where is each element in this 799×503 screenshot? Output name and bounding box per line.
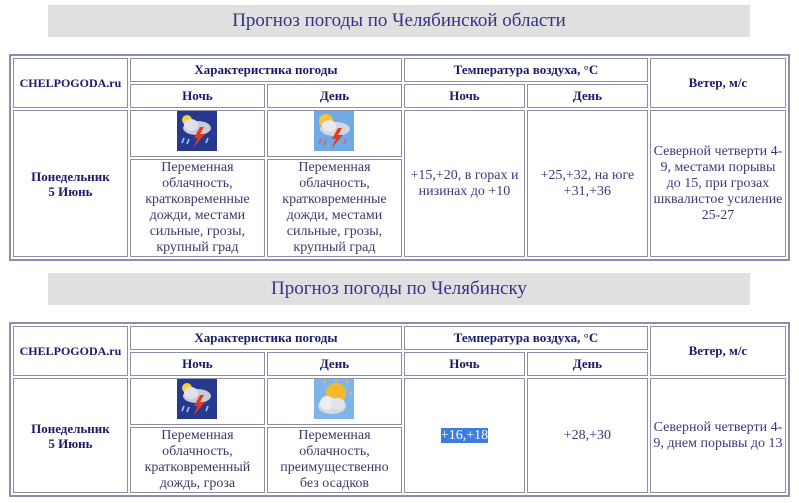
temperature-header: Температура воздуха, °C (404, 58, 648, 82)
weather-header: Характеристика погоды (130, 58, 402, 82)
day-name: Понедельник (31, 420, 110, 436)
temp-day-value: +25,+32, на юге +31,+36 (527, 110, 648, 257)
day-description: Переменная облачность, преимущественно без осадков (267, 427, 402, 493)
day-icon-cell (267, 378, 402, 425)
brand-label: CHELPOGODA.ru (13, 58, 128, 108)
temp-day-value: +28,+30 (527, 378, 648, 493)
temp-day-header: День (527, 84, 648, 108)
weather-header: Характеристика погоды (130, 326, 402, 350)
night-icon-cell (130, 110, 265, 157)
region-forecast-title: Прогноз погоды по Челябинской области (48, 5, 750, 37)
storm-rain-night-icon (177, 379, 217, 419)
city-forecast-table (9, 322, 790, 497)
temp-night-value (404, 378, 525, 493)
night-description: Переменная облачность, кратковременные дожди, местами сильные, грозы, крупный град (130, 159, 265, 257)
region-forecast-table (9, 54, 790, 261)
wind-value: Северной четверти 4-9, местами порывы до 15, при грозах шквалистое усиление 25-27 (650, 110, 786, 257)
weather-night-header: Ночь (130, 84, 265, 108)
storm-rain-day-icon (314, 111, 354, 151)
wind-value: Северной четверти 4-9, днем порывы до 13 (650, 378, 786, 493)
wind-header: Ветер, м/с (650, 58, 786, 108)
brand-label: CHELPOGODA.ru (13, 326, 128, 376)
night-description: Переменная облачность, кратковременный дождь, гроза (130, 427, 265, 493)
day-name: Понедельник (31, 168, 110, 184)
storm-rain-night-icon (177, 111, 217, 151)
weather-day-header: День (267, 84, 402, 108)
temperature-header: Температура воздуха, °C (404, 326, 648, 350)
temp-night-value: +15,+20, в горах и низинах до +10 (404, 110, 525, 257)
date-value: 5 Июнь (48, 183, 93, 199)
city-forecast-title: Прогноз погоды по Челябинску (48, 273, 750, 305)
wind-header: Ветер, м/с (650, 326, 786, 376)
temp-night-header: Ночь (404, 352, 525, 376)
day-icon-cell (267, 110, 402, 157)
selected-text[interactable]: +16,+18 (440, 427, 489, 443)
night-icon-cell (130, 378, 265, 425)
day-description: Переменная облачность, кратковременные дожди, местами сильные, грозы, крупный град (267, 159, 402, 257)
temp-night-header: Ночь (404, 84, 525, 108)
cloudy-sun-day-icon (314, 379, 354, 419)
weather-day-header: День (267, 352, 402, 376)
forecast-date (13, 378, 128, 493)
temp-day-header: День (527, 352, 648, 376)
forecast-date (13, 110, 128, 257)
date-value: 5 Июнь (48, 435, 93, 451)
weather-night-header: Ночь (130, 352, 265, 376)
